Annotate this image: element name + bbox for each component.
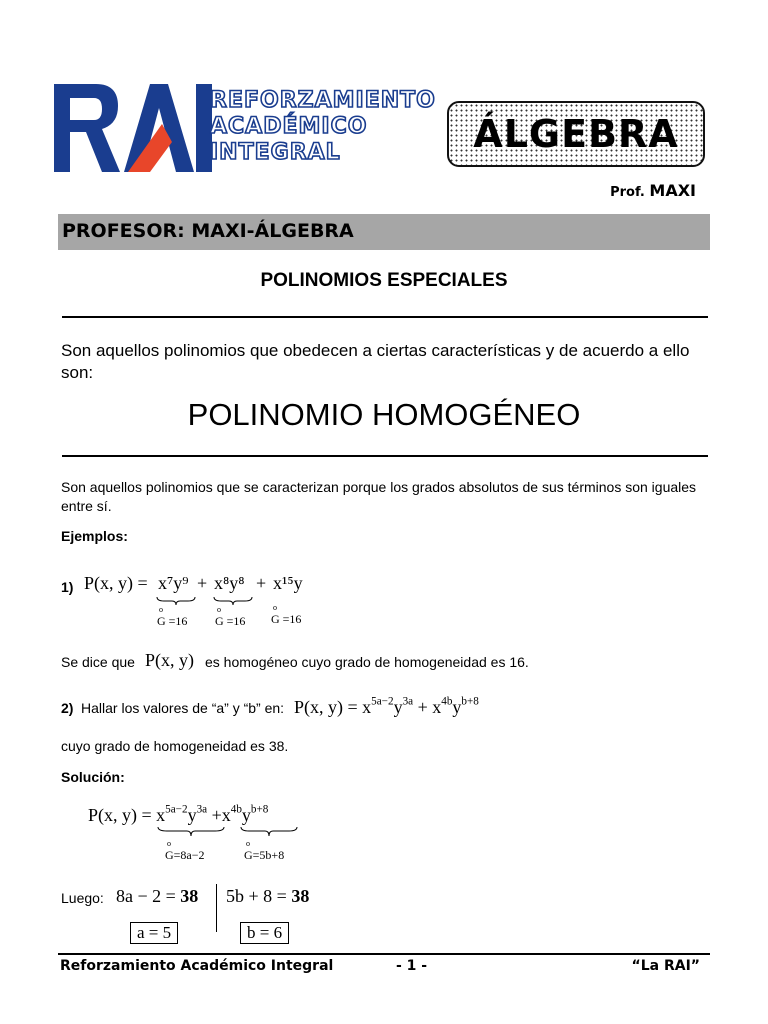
underbrace [157,826,225,837]
subject-box [447,101,705,167]
footer-page-number: - 1 - [396,958,428,974]
example-1-number: 1) [61,579,74,595]
section-title: POLINOMIO HOMOGÉNEO [187,397,581,432]
professor-line [610,181,696,200]
logo-line-2: ACADÉMICO [210,114,368,139]
page-title: POLINOMIOS ESPECIALES [260,270,508,291]
degree-value: G=5b+8 [244,848,285,862]
footer-left: Reforzamiento Académico Integral [60,958,334,974]
divider [62,455,708,457]
divider [62,316,708,318]
definition-paragraph: Son aquellos polinomios que se caracterizan porque los grados absolutos de sus términos son iguales entre sí. [61,479,697,514]
prof-name: MAXI [649,181,696,200]
equation-2 [226,886,309,907]
base: y [241,805,251,825]
luego-label: Luego: [61,890,104,906]
example-2-expression [294,697,479,718]
subject-title: ÁLGEBRA [473,112,679,156]
equation-1 [116,886,198,907]
solution-label: Solución: [61,769,125,785]
logo-line-3: INTEGRAL [210,140,341,165]
equation-lhs: 8a − 2 = [116,886,176,906]
example-1-term-3: x¹⁵y [273,573,303,593]
example-2-statement: Hallar los valores de “a” y “b” en: [81,700,285,716]
solution-expression [88,805,268,826]
equation-lhs: 5b + 8 = [226,886,287,906]
conclusion-after: es homogéneo cuyo grado de homogeneidad es 16. [205,654,529,670]
exponent: 5a−2 [165,803,188,816]
footer-right: “La RAI” [631,958,700,974]
exponent: 5a−2 [371,695,394,708]
degree-label: o G=5b+8 [244,839,285,862]
exponent: 4b [230,803,242,816]
rai-logo [54,84,212,172]
degree-value: G =16 [271,612,302,626]
degree-label: o G=8a−2 [165,839,205,862]
exponent: b+8 [250,803,269,816]
base: y [187,805,197,825]
lhs: P(x, y) = [294,697,358,717]
base: x [362,697,372,717]
base: y [393,697,403,717]
degree-value: G =16 [215,614,246,628]
example-1-term-2: x⁸y⁸ [214,573,245,593]
base: x [432,697,442,717]
base: x [156,805,166,825]
prof-prefix: Prof. [610,185,645,200]
professor-banner [58,214,710,250]
example-1-term-1: x⁷y⁹ [158,573,189,593]
plus-sign: + [417,697,428,717]
degree-value: G =16 [157,614,188,628]
equation-rhs: 38 [291,886,310,906]
examples-label: Ejemplos: [61,528,128,544]
answer-a: a = 5 [130,922,178,944]
footer-divider [58,953,710,955]
equation-rhs: 38 [180,886,199,906]
base: y [452,697,462,717]
logo-line-1: REFORZAMIENTO [210,88,436,113]
logo-wordmark [210,88,436,166]
example-2-continuation: cuyo grado de homogeneidad es 38. [61,738,289,754]
intro-paragraph: Son aquellos polinomios que obedecen a ciertas características y de acuerdo a ello son: [61,341,690,382]
equation-separator [216,884,217,932]
example-2-number: 2) [61,700,74,716]
plus-sign: + [197,573,208,593]
conclusion-before: Se dice que [61,654,135,670]
lhs: P(x, y) = [88,805,152,825]
plus-sign: + [211,805,222,825]
degree-label: o G =16 [157,605,188,628]
conclusion-expr: P(x, y) [145,650,194,670]
degree-label: o G =16 [271,603,302,626]
banner-text: PROFESOR: MAXI-ÁLGEBRA [62,220,354,242]
example-1-lhs: P(x, y) = [84,573,148,593]
plus-sign: + [256,573,267,593]
base: x [221,805,231,825]
exponent: 3a [402,695,414,708]
exponent: 3a [196,803,208,816]
exponent: 4b [441,695,453,708]
degree-value: G=8a−2 [165,848,205,862]
answer-b: b = 6 [240,922,289,944]
underbrace [240,826,298,837]
degree-label: o G =16 [215,605,246,628]
exponent: b+8 [461,695,479,708]
